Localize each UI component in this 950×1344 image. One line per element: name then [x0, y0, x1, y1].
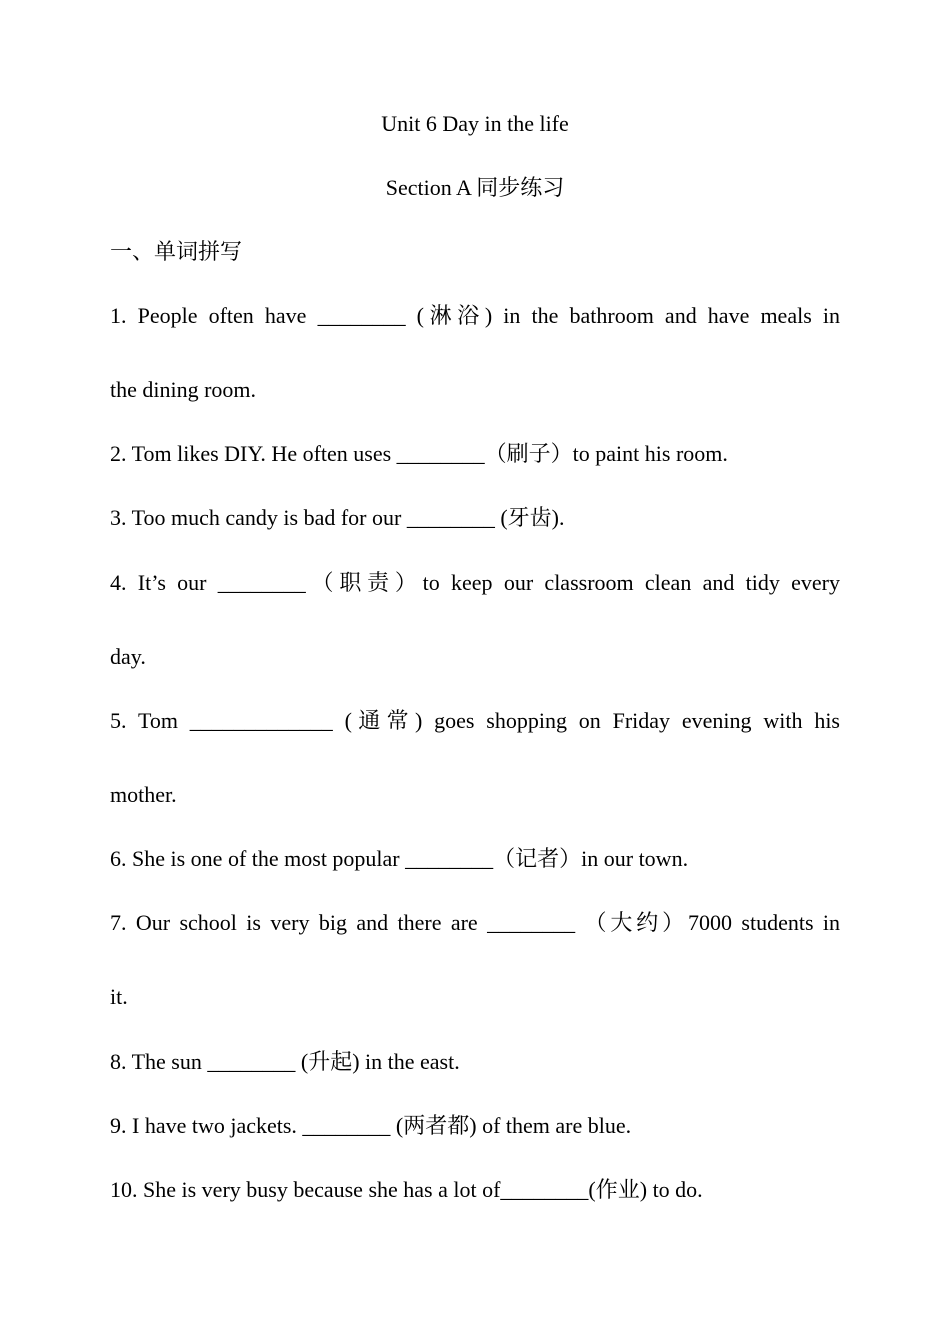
question-7: 7. Our school is very big and there are ________ （大约）7000 students in [110, 910, 840, 935]
question-4-continued: day. [110, 644, 146, 669]
question-6: 6. She is one of the most popular ________（记者）in our town. [110, 846, 689, 871]
question-5-continued: mother. [110, 782, 177, 807]
question-3: 3. Too much candy is bad for our ________ (牙齿). [110, 505, 565, 530]
question-10: 10. She is very busy because she has a lot of________(作业) to do. [110, 1177, 703, 1202]
document-title: Unit 6 Day in the life [381, 111, 569, 136]
question-2: 2. Tom likes DIY. He often uses ________（刷子）to paint his room. [110, 441, 728, 466]
question-1-continued: the dining room. [110, 377, 257, 402]
question-9: 9. I have two jackets. ________ (两者都) of them are blue. [110, 1113, 632, 1138]
question-5: 5. Tom _____________ (通常) goes shopping on Friday evening with his [110, 708, 840, 733]
document-subtitle: Section A 同步练习 [385, 175, 565, 200]
question-4: 4. It’s our ________（职责）to keep our classroom clean and tidy every [110, 570, 840, 595]
question-7-continued: it. [110, 984, 128, 1009]
question-1: 1. People often have ________ (淋浴) in the bathroom and have meals in [110, 303, 840, 328]
section-heading: 一、单词拼写 [110, 239, 243, 264]
question-8: 8. The sun ________ (升起) in the east. [110, 1049, 460, 1074]
